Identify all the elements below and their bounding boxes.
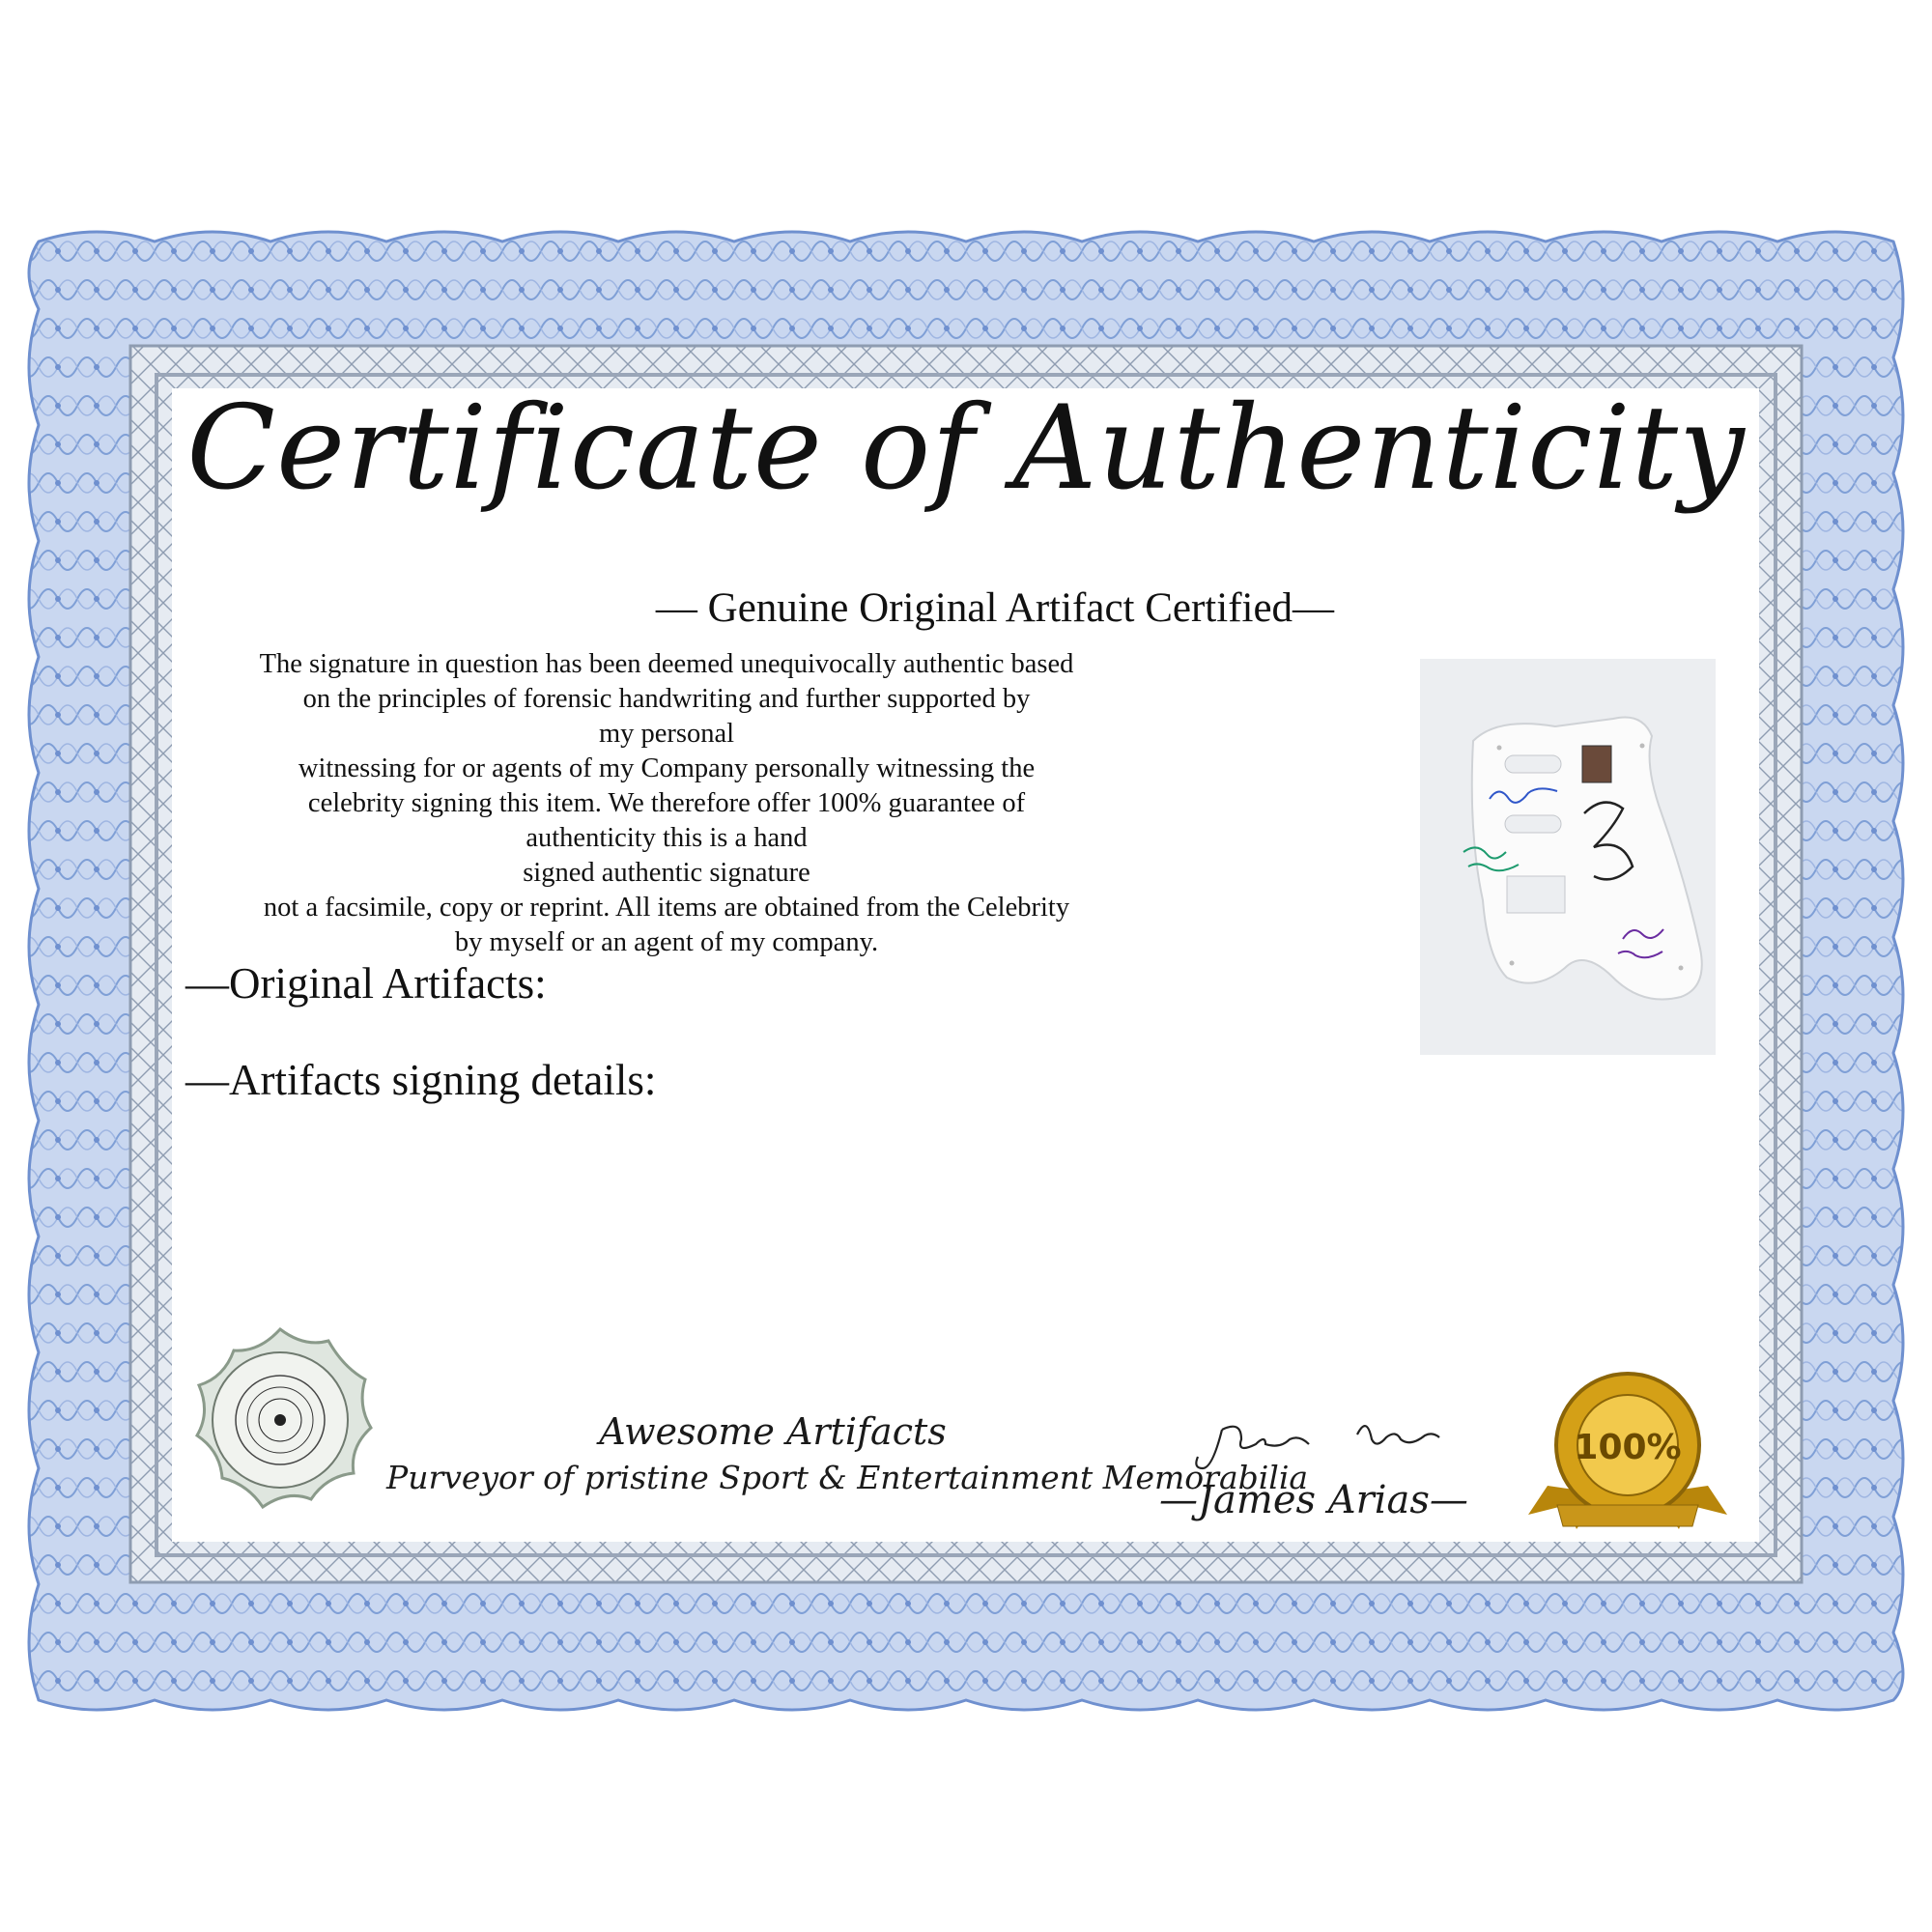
certificate-subtitle: — Genuine Original Artifact Certified— <box>655 585 1335 631</box>
body-line: witnessing for or agents of my Company personally witnessing the <box>298 753 1036 783</box>
handwritten-signature <box>1193 1410 1463 1478</box>
body-line: authenticity this is a hand <box>526 823 808 853</box>
body-line: The signature in question has been deemed unequivocally authentic based <box>259 649 1074 679</box>
signer-name: —James Arias— <box>1159 1478 1468 1522</box>
guarantee-seal-icon <box>1528 1370 1727 1536</box>
signing-details-heading: —Artifacts signing details: <box>185 1056 657 1104</box>
certificate-title: Certificate of Authenticity <box>186 382 1746 516</box>
original-artifacts-heading: —Original Artifacts: <box>185 959 547 1008</box>
body-line: by myself or an agent of my company. <box>454 927 879 957</box>
certificate-body <box>193 647 1140 960</box>
company-name: Awesome Artifacts <box>599 1410 947 1453</box>
pickguard-image <box>1420 659 1716 1055</box>
artifact-photo <box>1420 659 1716 1055</box>
body-line: celebrity signing this item. We therefore offer 100% guarantee of <box>307 788 1026 818</box>
guarantee-percent: 100% <box>1574 1428 1682 1467</box>
company-tagline: Purveyor of pristine Sport & Entertainment Memorabilia <box>386 1459 1309 1496</box>
company-block <box>386 1410 1309 1496</box>
body-line: on the principles of forensic handwriting and further supported by <box>302 684 1031 714</box>
body-line: not a facsimile, copy or reprint. All items are obtained from the Celebrity <box>263 893 1070 923</box>
body-line: signed authentic signature <box>523 858 810 888</box>
certificate-seal-icon <box>184 1323 377 1517</box>
body-line: my personal <box>598 719 735 749</box>
